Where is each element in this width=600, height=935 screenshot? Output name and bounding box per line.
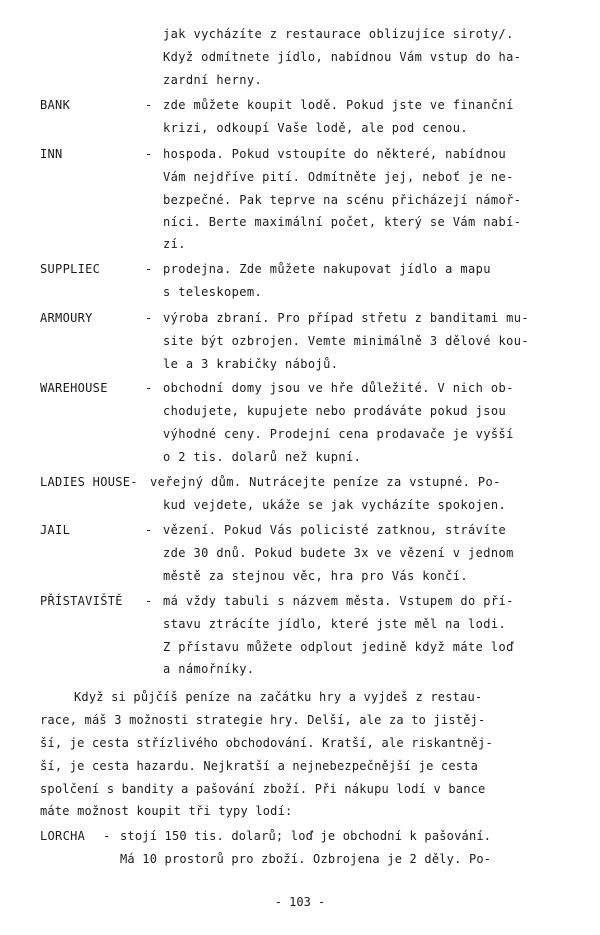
entry-term: WAREHOUSE bbox=[40, 381, 108, 395]
entry-line: s teleskopem. bbox=[163, 285, 263, 299]
lorcha-line: stojí 150 tis. dolarů; loď je obchodní k pašování. bbox=[120, 829, 492, 843]
entry-line: o 2 tis. dolarů než kupní. bbox=[163, 450, 362, 464]
intro-line: Když odmítnete jídlo, nabídnou Vám vstup do ha- bbox=[163, 50, 522, 64]
paragraph-line: ší, je cesta střízlivého obchodování. Kratší, ale riskantněj- bbox=[40, 736, 493, 750]
entry-line: má vždy tabuli s názvem města. Vstupem do pří- bbox=[163, 594, 514, 608]
entry-line: stavu ztrácíte jídlo, které jste měl na lodi. bbox=[163, 617, 507, 631]
entry-line: bezpečné. Pak teprve na scénu přicházejí námoř- bbox=[163, 193, 522, 207]
entry-term: LADIES HOUSE- bbox=[40, 475, 138, 489]
page-number: - 103 - bbox=[274, 895, 326, 909]
paragraph-line: Když si půjčíš peníze na začátku hry a vyjdeš z restau- bbox=[74, 690, 483, 704]
entry-line: městě za stejnou věc, hra pro Vás končí. bbox=[163, 569, 468, 583]
entry-term: INN bbox=[40, 147, 63, 161]
entry-line: Z přístavu můžete odplout jedině když máte loď bbox=[163, 640, 514, 654]
entry-term: JAIL bbox=[40, 523, 71, 537]
entry-line: krizi, odkoupí Vaše lodě, ale pod cenou. bbox=[163, 121, 468, 135]
entry-dash: - bbox=[145, 147, 153, 161]
entry-line: a námořníky. bbox=[163, 662, 255, 676]
lorcha-line: Má 10 prostorů pro zboží. Ozbrojena je 2 děly. Po- bbox=[120, 852, 492, 866]
entry-dash: - bbox=[145, 98, 153, 112]
entry-line: níci. Berte maximální počet, který se Vám nabí- bbox=[163, 215, 522, 229]
entry-line: zde můžete koupit lodě. Pokud jste ve finanční bbox=[163, 98, 514, 112]
entry-dash: - bbox=[145, 262, 153, 276]
entry-dash: - bbox=[145, 311, 153, 325]
entry-line: vězení. Pokud Vás policisté zatknou, strávíte bbox=[163, 523, 507, 537]
entry-line: le a 3 krabičky nábojů. bbox=[163, 357, 339, 371]
entry-line: obchodní domy jsou ve hře důležité. V nich ob- bbox=[163, 381, 514, 395]
lorcha-dash: - bbox=[103, 829, 111, 843]
entry-line: kud vejdete, ukáže se jak vycházíte spokojen. bbox=[163, 498, 507, 512]
entry-term: PŘÍSTAVIŠTĚ bbox=[40, 594, 123, 608]
entry-line: výroba zbraní. Pro případ střetu z banditami mu- bbox=[163, 311, 529, 325]
entry-line: prodejna. Zde můžete nakupovat jídlo a mapu bbox=[163, 262, 491, 276]
entry-line: veřejný dům. Nutrácejte peníze za vstupné. Po- bbox=[150, 475, 501, 489]
entry-line: hospoda. Pokud vstoupíte do některé, nabídnou bbox=[163, 147, 507, 161]
entry-line: výhodné ceny. Prodejní cena prodavače je vyšší bbox=[163, 427, 514, 441]
entry-term: BANK bbox=[40, 98, 71, 112]
intro-line: zardní herny. bbox=[163, 73, 263, 87]
lorcha-term: LORCHA bbox=[40, 829, 86, 843]
entry-dash: - bbox=[145, 381, 153, 395]
entry-line: zde 30 dnů. Pokud budete 3x ve vězení v jednom bbox=[163, 546, 514, 560]
entry-line: chodujete, kupujete nebo prodáváte pokud jsou bbox=[163, 404, 507, 418]
paragraph-line: ší, je cesta hazardu. Nejkratší a nejnebezpečnější je cesta bbox=[40, 759, 479, 773]
entry-line: zí. bbox=[163, 237, 186, 251]
entry-term: ARMOURY bbox=[40, 311, 93, 325]
entry-dash: - bbox=[145, 523, 153, 537]
entry-dash: - bbox=[145, 594, 153, 608]
entry-term: SUPPLIEC bbox=[40, 262, 101, 276]
paragraph-line: race, máš 3 možnosti strategie hry. Delší, ale za to jistěj- bbox=[40, 713, 486, 727]
intro-line: jak vycházíte z restaurace oblizujíce siroty/. bbox=[163, 27, 514, 41]
paragraph-line: máte možnost koupit tři typy lodí: bbox=[40, 804, 293, 818]
entry-line: Vám nejdříve pití. Odmítněte jej, neboť je ne- bbox=[163, 170, 514, 184]
paragraph-line: spolčení s bandity a pašování zboží. Při nákupu lodí v bance bbox=[40, 782, 486, 796]
entry-line: site být ozbrojen. Vemte minimálně 3 dělové kou- bbox=[163, 334, 529, 348]
